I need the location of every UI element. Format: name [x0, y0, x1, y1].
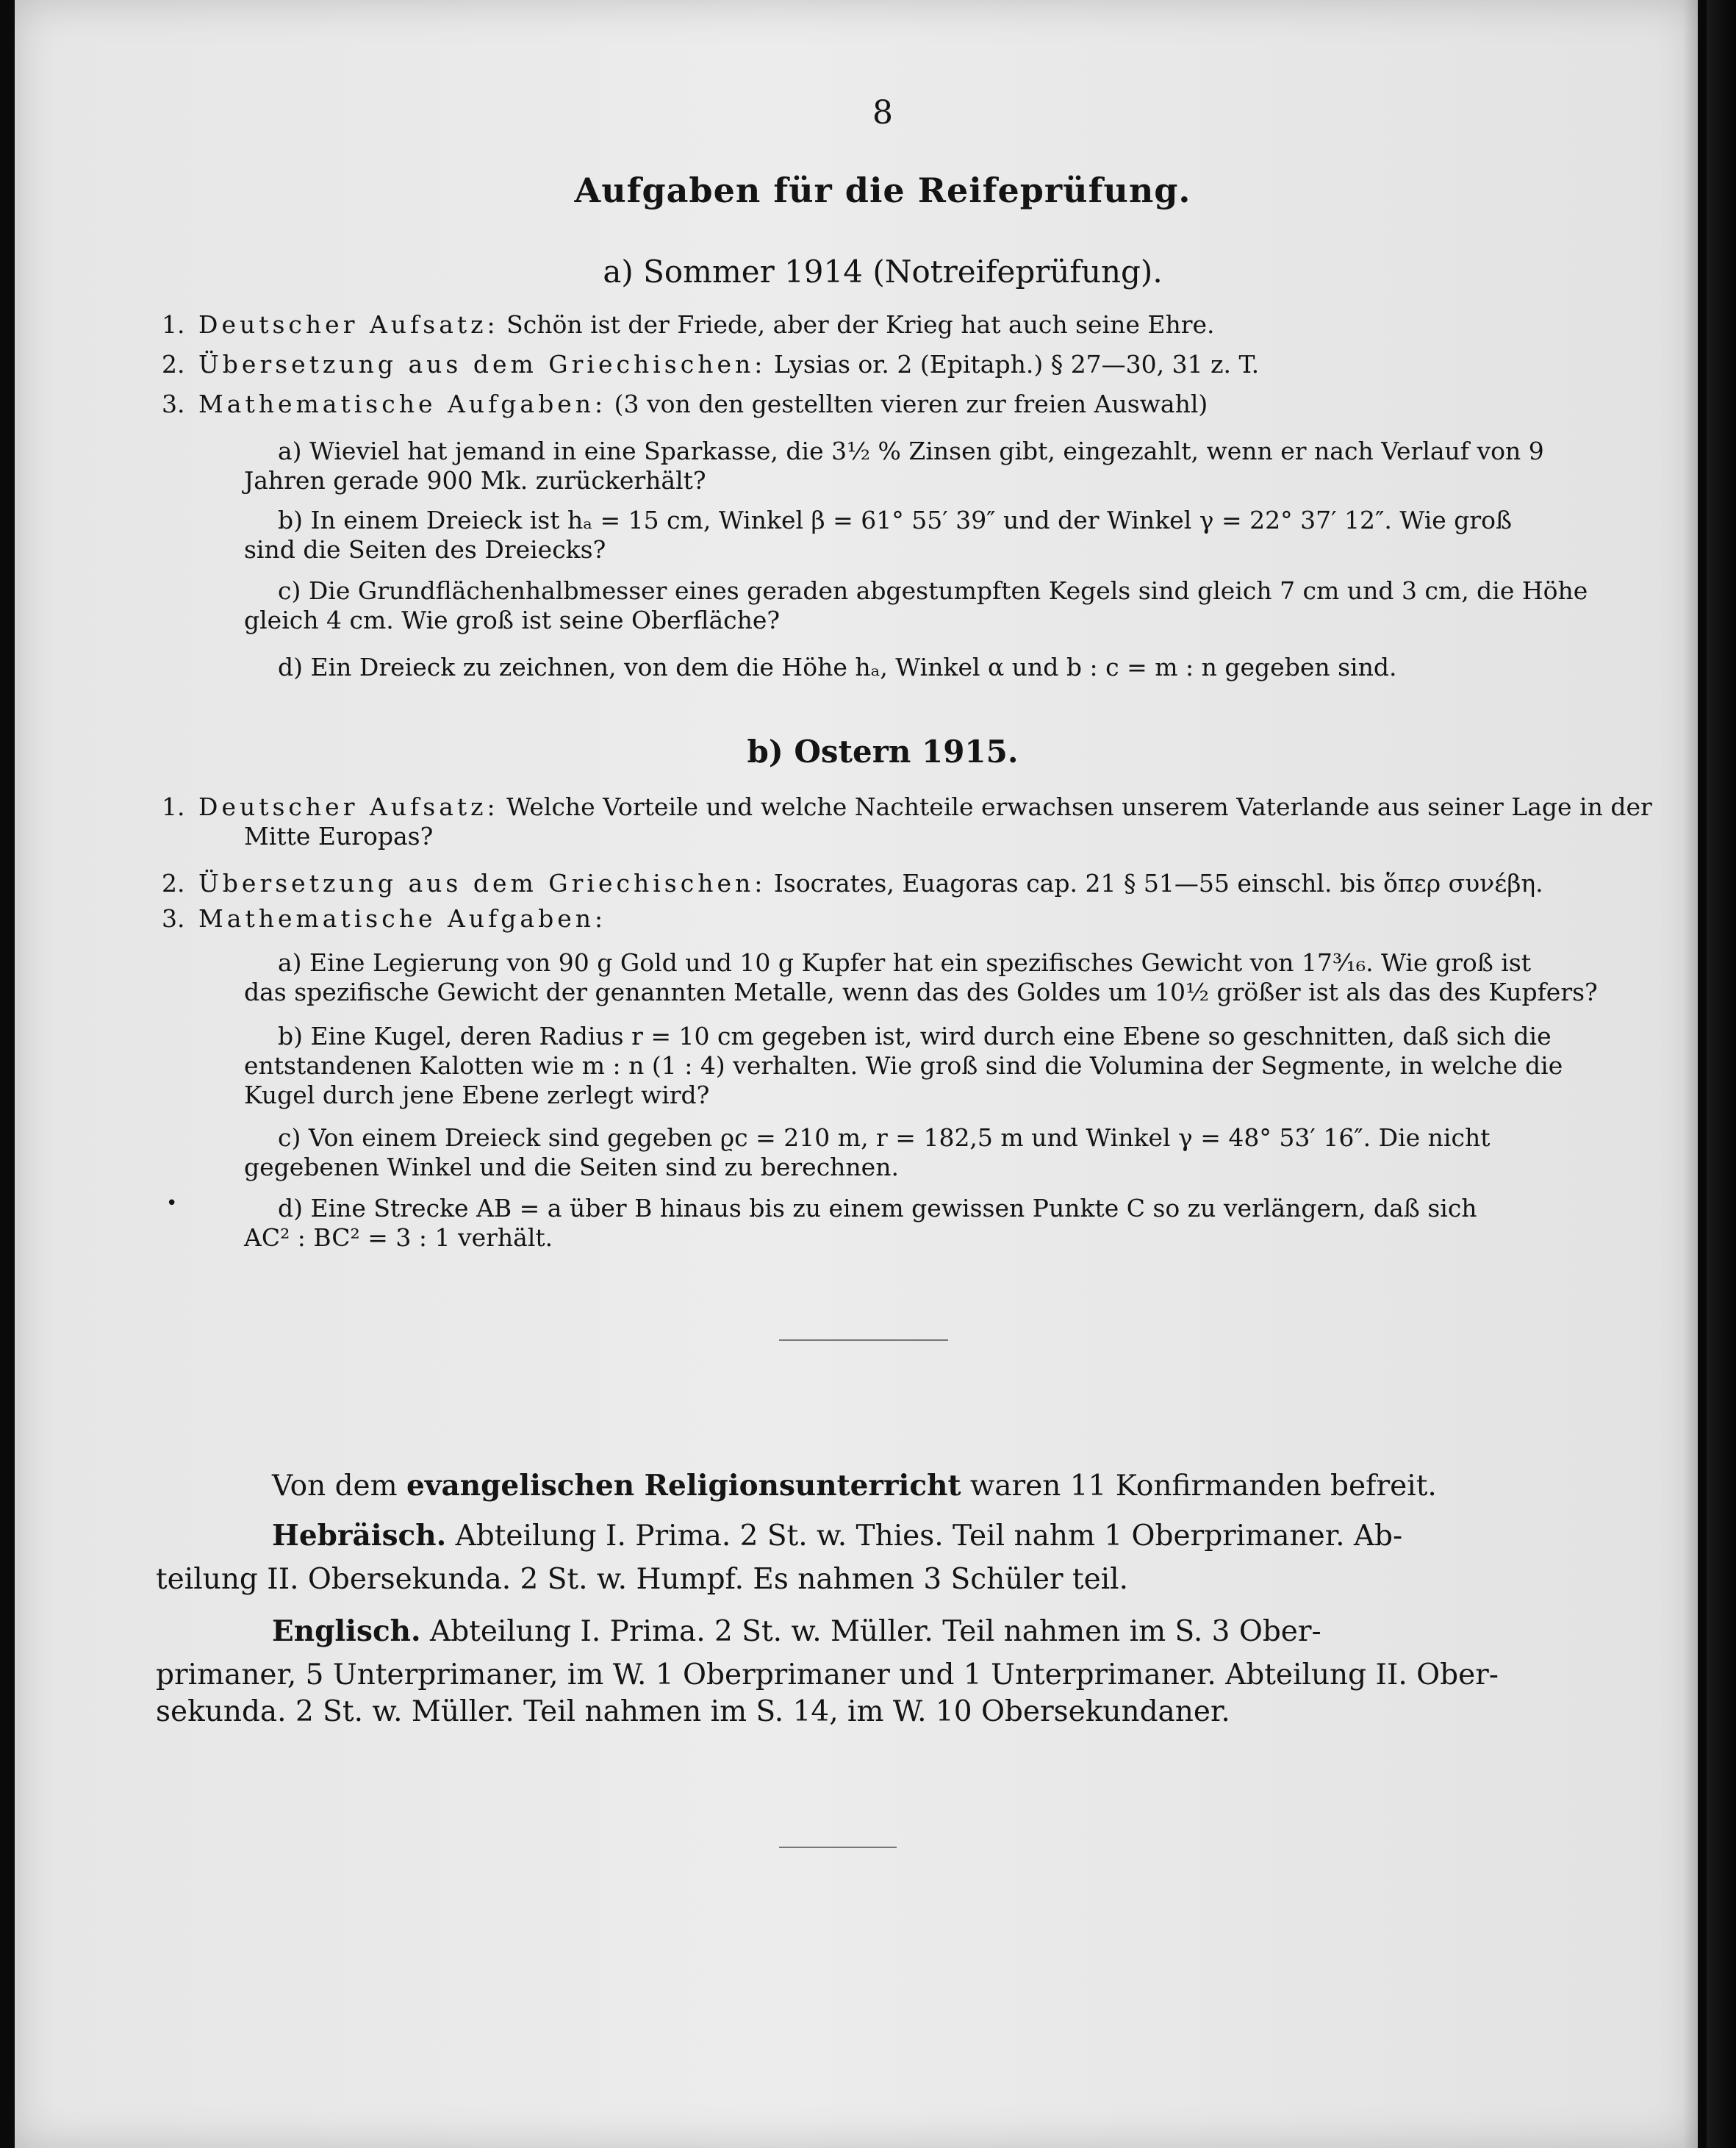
english-line2: primaner, 5 Unterprimaner, im W. 1 Oberprimaner und 1 Unterprimaner. Abteilung II. Ober-	[156, 1658, 1499, 1691]
task-a-b-line2: sind die Seiten des Dreiecks?	[244, 535, 606, 564]
task-b-b-line1: b) Eine Kugel, deren Radius r = 10 cm gegeben ist, wird durch eine Ebene so geschnitten, daß sich die	[278, 1022, 1552, 1050]
task-a-c-line2: gleich 4 cm. Wie groß ist seine Oberfläche?	[244, 606, 781, 634]
task-a-a-line2: Jahren gerade 900 Mk. zurückerhält?	[244, 466, 706, 495]
hebrew-label: Hebräisch.	[272, 1519, 447, 1553]
section-b-item-1: 1. Deutscher Aufsatz: Welche Vorteile und welche Nachteile erwachsen unserem Vaterlande aus seiner Lage in der	[162, 792, 1652, 821]
task-a-d-line1: d) Ein Dreieck zu zeichnen, von dem die Höhe hₐ, Winkel α und b : c = m : n gegeben sind.	[278, 653, 1397, 681]
task-a-a-line1: a) Wieviel hat jemand in eine Sparkasse, die 3½ % Zinsen gibt, eingezahlt, wenn er nach Verlauf von 9	[278, 437, 1544, 465]
task-b-b-line2: entstandenen Kalotten wie m : n (1 : 4) verhalten. Wie groß sind die Volumina der Segmente, in welche die	[244, 1051, 1563, 1080]
task-b-d-line1: d) Eine Strecke AB = a über B hinaus bis zu einem gewissen Punkte C so zu verlängern, daß sich	[278, 1194, 1477, 1222]
margin-mark: •	[166, 1192, 178, 1214]
section-b-heading: b) Ostern 1915.	[747, 734, 1019, 770]
task-b-d-line2: AC² : BC² = 3 : 1 verhält.	[244, 1223, 553, 1252]
section-b-item-2: 2. Übersetzung aus dem Griechischen: Isocrates, Euagoras cap. 21 § 51—55 einschl. bis ὅπερ συνέβη.	[162, 869, 1543, 898]
divider-1	[779, 1339, 948, 1341]
section-b-item-1-cont: Mitte Europas?	[244, 822, 434, 851]
hebrew-line1: Hebräisch. Abteilung I. Prima. 2 St. w. Thies. Teil nahm 1 Oberprimaner. Ab-	[272, 1519, 1403, 1553]
section-a-item-2: 2. Übersetzung aus dem Griechischen: Lysias or. 2 (Epitaph.) § 27—30, 31 z. T.	[162, 350, 1260, 379]
divider-2	[779, 1847, 897, 1848]
english-label: Englisch.	[272, 1614, 421, 1648]
task-b-b-line3: Kugel durch jene Ebene zerlegt wird?	[244, 1081, 710, 1109]
task-b-c-line2: gegebenen Winkel und die Seiten sind zu berechnen.	[244, 1153, 899, 1181]
english-line3: sekunda. 2 St. w. Müller. Teil nahmen im S. 14, im W. 10 Obersekundaner.	[156, 1695, 1230, 1728]
task-b-a-line1: a) Eine Legierung von 90 g Gold und 10 g Kupfer hat ein spezifisches Gewicht von 17³⁄₁₆. Wie groß ist	[278, 948, 1532, 977]
task-b-a-line2: das spezifische Gewicht der genannten Metalle, wenn das des Goldes um 10½ größer ist als das des Kupfers?	[244, 978, 1598, 1006]
section-b-item-3: 3. Mathematische Aufgaben:	[162, 904, 607, 933]
hebrew-line2: teilung II. Obersekunda. 2 St. w. Humpf. Es nahmen 3 Schüler teil.	[156, 1563, 1129, 1596]
scanned-page	[15, 0, 1698, 2148]
page-number: 8	[872, 94, 893, 132]
task-b-c-line1: c) Von einem Dreieck sind gegeben ϱc = 210 m, r = 182,5 m und Winkel γ = 48° 53′ 16″. Die nicht	[278, 1123, 1491, 1152]
scan-border	[1707, 0, 1736, 2148]
task-a-b-line1: b) In einem Dreieck ist hₐ = 15 cm, Winkel β = 61° 55′ 39″ und der Winkel γ = 22° 37′ 12″. Wie groß	[278, 506, 1513, 534]
section-a-item-1: 1. Deutscher Aufsatz: Schön ist der Friede, aber der Krieg hat auch seine Ehre.	[162, 310, 1215, 339]
section-a-item-3: 3. Mathematische Aufgaben: (3 von den gestellten vieren zur freien Auswahl)	[162, 390, 1208, 418]
section-a-heading: a) Sommer 1914 (Notreifeprüfung).	[603, 254, 1163, 290]
page-title: Aufgaben für die Reifeprüfung.	[574, 171, 1191, 210]
english-line1: Englisch. Abteilung I. Prima. 2 St. w. Müller. Teil nahmen im S. 3 Ober-	[272, 1614, 1321, 1648]
task-a-c-line1: c) Die Grundflächenhalbmesser eines geraden abgestumpften Kegels sind gleich 7 cm und 3 cm, die Höhe	[278, 576, 1588, 605]
religion-note: Von dem evangelischen Religionsunterricht waren 11 Konfirmanden befreit.	[272, 1469, 1437, 1503]
